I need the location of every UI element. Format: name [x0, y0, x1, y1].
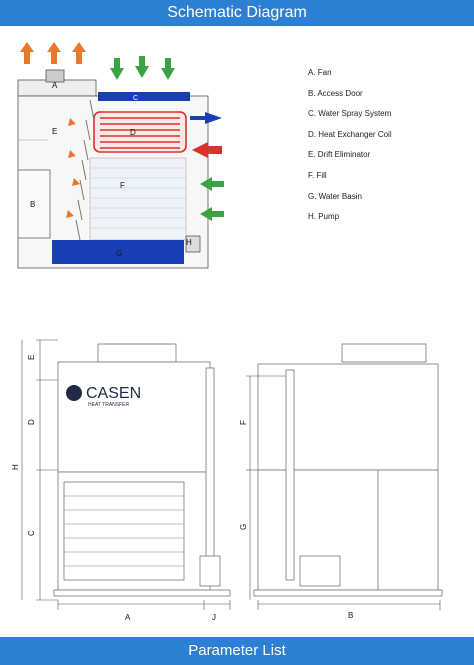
dim-E-label: E [27, 354, 36, 360]
side-casing-upper [258, 364, 438, 470]
front-fan-dome [98, 344, 176, 362]
legend-item: C. Water Spray System [308, 109, 392, 119]
label-C: C [133, 95, 139, 102]
front-pipe [206, 368, 214, 568]
side-view [254, 344, 442, 596]
label-H: H [186, 238, 192, 247]
dim-B-label: B [348, 611, 354, 620]
label-B: B [30, 200, 36, 209]
schematic-diagram [18, 42, 224, 268]
schematic-legend [308, 68, 392, 233]
footer-title: Parameter List [188, 642, 286, 659]
dim-H-label: H [11, 464, 20, 470]
side-fan-dome [342, 344, 426, 362]
dim-A-label: A [125, 613, 131, 622]
front-pump [200, 556, 220, 586]
footer-bar [0, 637, 474, 665]
heat-exchanger-coil [94, 112, 186, 152]
legend-item: A. Fan [308, 68, 332, 77]
front-view [54, 344, 230, 596]
label-A: A [52, 81, 58, 90]
label-D: D [130, 128, 136, 137]
legend-item: E. Drift Eliminator [308, 150, 371, 160]
front-casing-upper [58, 362, 210, 472]
dim-J-label: J [212, 613, 216, 622]
dim-F-label: F [239, 420, 248, 425]
legend-item: G. Water Basin [308, 191, 362, 201]
label-E: E [52, 127, 58, 136]
legend-item: D. Heat Exchanger Coil [308, 129, 392, 139]
brand-name: CASEN [86, 385, 142, 402]
dim-C-label: C [27, 530, 36, 536]
front-louvers [64, 482, 184, 580]
side-casing-lower [258, 470, 438, 590]
legend-item: H. Pump [308, 212, 340, 222]
brand-subtitle: HEAT TRANSFER [88, 402, 130, 408]
legend-item: F. Fill [308, 170, 327, 180]
label-F: F [120, 181, 125, 190]
air-out-arrows [20, 42, 86, 64]
header-title: Schematic Diagram [167, 4, 307, 21]
dim-G-label: G [239, 523, 248, 530]
side-pipe [286, 370, 294, 580]
dim-D-label: D [27, 419, 36, 425]
side-pump [300, 556, 340, 586]
brand-logo-mark [66, 385, 82, 401]
air-in-top-arrows [110, 56, 175, 80]
label-G: G [116, 249, 123, 258]
legend-item: B. Access Door [308, 88, 363, 98]
water-spray-pipe [98, 92, 190, 101]
